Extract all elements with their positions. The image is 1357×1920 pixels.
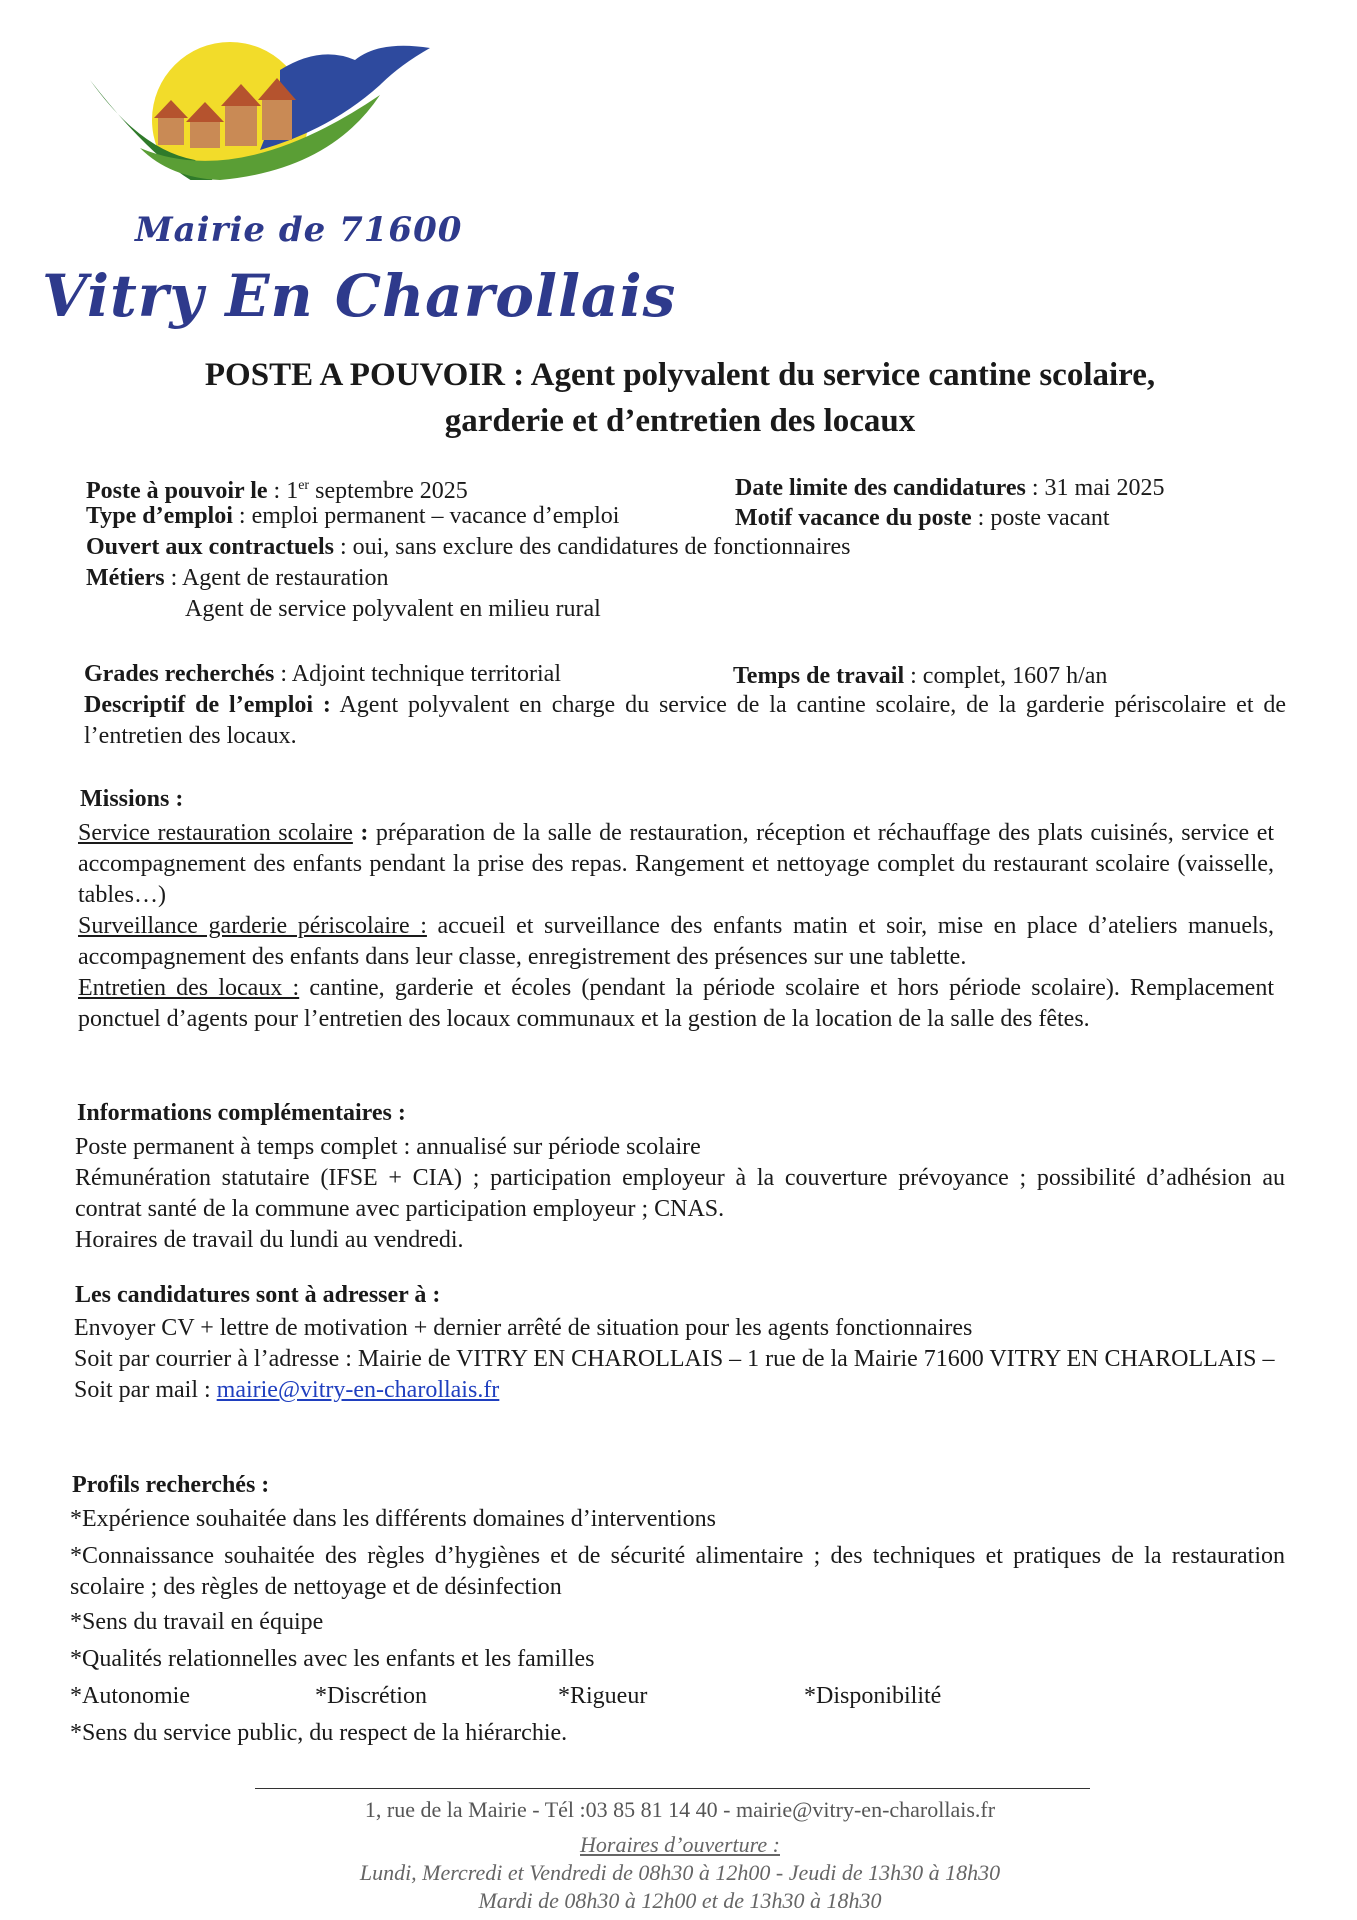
profil-3: *Sens du travail en équipe	[70, 1609, 324, 1635]
metiers: Métiers : Agent de restauration	[86, 565, 389, 591]
title-line-1: POSTE A POUVOIR : Agent polyvalent du service cantine scolaire,	[204, 357, 1156, 393]
mission-entretien: Entretien des locaux : cantine, garderie et écoles (pendant la période scolaire et hors période scolaire). Remplacement ponctuel d’agents pour l’entretien des locaux communaux et la gestion de la location de la salle des fêtes.	[78, 975, 1274, 1032]
infos-heading: Informations complémentaires :	[77, 1100, 406, 1126]
footer-hours-2: Mardi de 08h30 à 12h00 et de 13h30 à 18h30	[478, 1888, 882, 1913]
poste-a-pouvoir: Poste à pouvoir le : 1er septembre 2025	[86, 478, 468, 504]
quality-disponibilite: *Disponibilité	[804, 1683, 942, 1709]
footer-hours-1: Lundi, Mercredi et Vendredi de 08h30 à 12h00 - Jeudi de 13h30 à 18h30	[359, 1860, 1001, 1885]
descriptif-emploi: Descriptif de l’emploi : Agent polyvalent en charge du service de la cantine scolaire, de la garderie périscolaire et de l’entretien des locaux.	[84, 692, 1287, 749]
date-limite-candidatures: Date limite des candidatures : 31 mai 2025	[735, 475, 1165, 501]
town-name: Vitry En Charollais	[42, 262, 677, 330]
quality-rigueur: *Rigueur	[558, 1683, 648, 1709]
ouvert-contractuels: Ouvert aux contractuels : oui, sans exclure des candidatures de fonctionnaires	[86, 534, 851, 560]
footer-contact: 1, rue de la Mairie - Tél :03 85 81 14 40 - mairie@vitry-en-charollais.fr	[364, 1797, 996, 1822]
motif-vacance: Motif vacance du poste : poste vacant	[735, 505, 1110, 531]
profils-block	[70, 1504, 1285, 1749]
candidatures-line-2: Soit par courrier à l’adresse : Mairie de VITRY EN CHAROLLAIS – 1 rue de la Mairie 71600 VITRY EN CHAROLLAIS –	[74, 1346, 1275, 1372]
profils-heading: Profils recherchés :	[72, 1472, 270, 1498]
info-line-1: Poste permanent à temps complet : annualisé sur période scolaire	[75, 1134, 701, 1160]
page-title	[100, 352, 1260, 444]
mission-restauration: Service restauration scolaire : préparation de la salle de restauration, réception et réchauffage des plats cuisinés, service et accompagnement des enfants pendant la prise des repas. Rangement et nettoyage complet du restaurant scolaire (vaisselle, tables…)	[78, 820, 1275, 908]
profil-4: *Qualités relationnelles avec les enfants et les familles	[70, 1646, 595, 1672]
missions-heading: Missions :	[80, 786, 184, 812]
missions-block	[78, 818, 1274, 1035]
temps-travail: Temps de travail : complet, 1607 h/an	[733, 663, 1108, 689]
village-sun-logo-icon	[80, 40, 440, 180]
footer-divider	[255, 1788, 1090, 1789]
profil-5: *Sens du service public, du respect de la hiérarchie.	[70, 1720, 568, 1746]
candidatures-block	[74, 1313, 1286, 1406]
quality-autonomie: *Autonomie	[70, 1683, 190, 1709]
candidatures-line-1: Envoyer CV + lettre de motivation + dernier arrêté de situation pour les agents fonctionnaires	[74, 1315, 973, 1341]
email-link[interactable]: mairie@vitry-en-charollais.fr	[216, 1377, 500, 1403]
quality-discretion: *Discrétion	[315, 1683, 427, 1709]
type-emploi: Type d’emploi : emploi permanent – vacance d’emploi	[86, 503, 620, 529]
footer-hours-title: Horaires d’ouverture :	[580, 1832, 780, 1857]
profil-2: *Connaissance souhaitée des règles d’hygiènes et de sécurité alimentaire ; des techniques et pratiques de la restauration scolaire ; des règles de nettoyage et de désinfection	[70, 1543, 1285, 1600]
title-line-2: garderie et d’entretien des locaux	[444, 403, 916, 439]
grades-recherches: Grades recherchés : Adjoint technique territorial	[84, 661, 561, 687]
candidatures-line-3: Soit par mail : mairie@vitry-en-charollais.fr	[74, 1377, 500, 1403]
profil-qualities-row	[70, 1681, 1285, 1718]
info-line-2: Rémunération statutaire (IFSE + CIA) ; participation employeur à la couverture prévoyance ; possibilité d’adhésion au contrat santé de la commune avec participation employeur ; CNAS.	[75, 1165, 1285, 1222]
info-line-3: Horaires de travail du lundi au vendredi.	[75, 1227, 464, 1253]
profil-1: *Expérience souhaitée dans les différents domaines d’interventions	[70, 1506, 717, 1532]
candidatures-heading: Les candidatures sont à adresser à :	[75, 1282, 441, 1308]
mairie-postcode-line: Mairie de 71600	[135, 210, 463, 250]
mission-garderie: Surveillance garderie périscolaire : accueil et surveillance des enfants matin et soir, mise en place d’ateliers manuels, accompagnement des enfants dans leur classe, enregistrement des présences sur une tablette.	[78, 913, 1274, 970]
infos-block	[75, 1132, 1285, 1256]
metiers-second: Agent de service polyvalent en milieu rural	[185, 596, 601, 622]
